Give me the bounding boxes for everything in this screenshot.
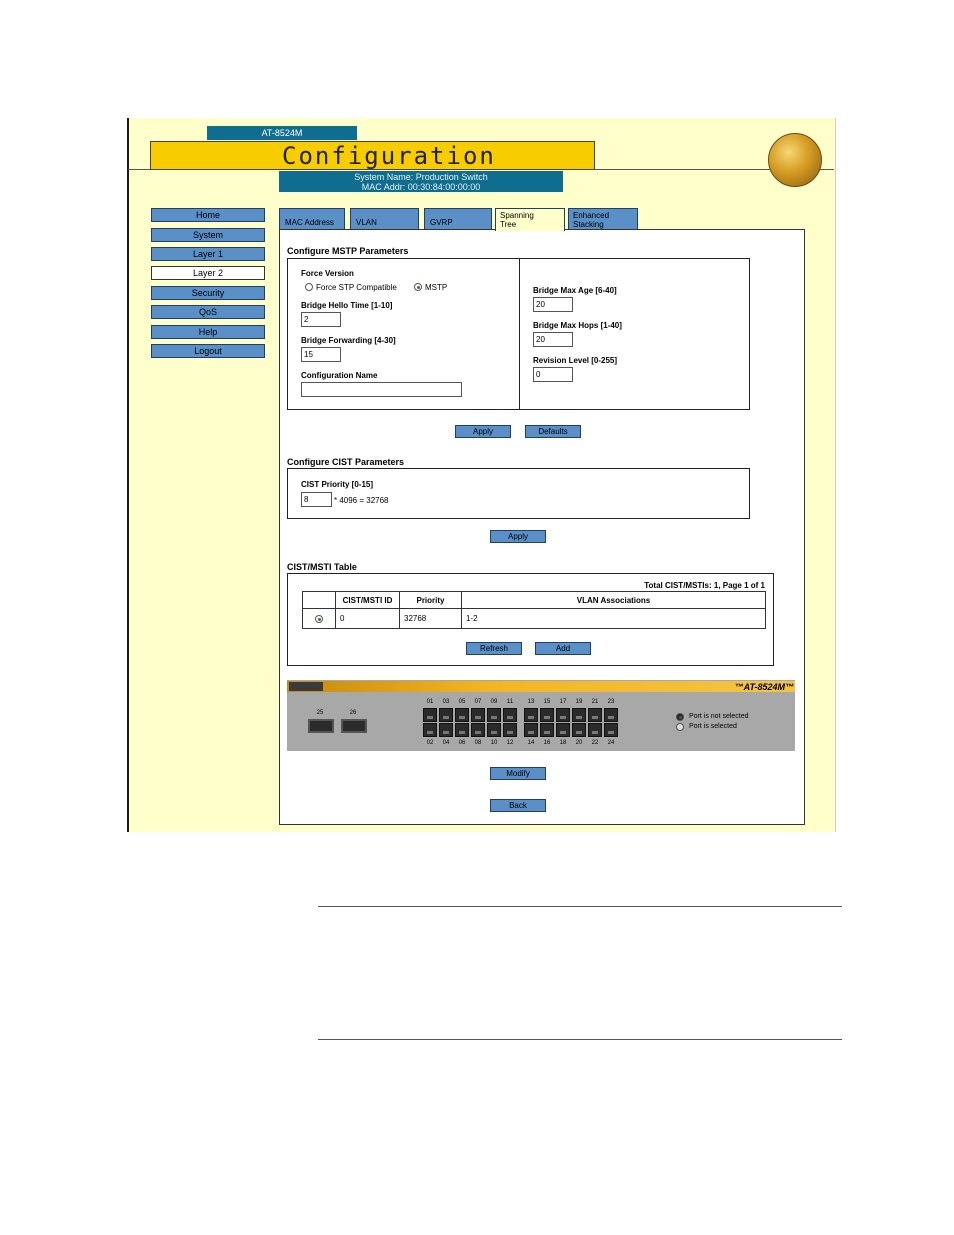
port-26[interactable] — [341, 719, 367, 733]
port-label: 17 — [559, 699, 567, 705]
forwarding-label: Bridge Forwarding [4-30] — [301, 336, 396, 345]
port-12[interactable] — [503, 723, 517, 737]
tab-label: VLAN — [356, 218, 377, 227]
port-13[interactable] — [524, 708, 538, 722]
port-23[interactable] — [604, 708, 618, 722]
port-label: 04 — [442, 740, 450, 746]
max-hops-label: Bridge Max Hops [1-40] — [533, 321, 622, 330]
port-25[interactable] — [308, 719, 334, 733]
separator-bottom — [318, 1039, 842, 1040]
page-title: Configuration — [282, 142, 496, 170]
switch-model-text: AT-8524M — [743, 682, 785, 692]
port-label: 15 — [543, 699, 551, 705]
table-row[interactable] — [303, 609, 766, 629]
port-03[interactable] — [439, 708, 453, 722]
radio-force-stp-label: Force STP Compatible — [316, 283, 397, 292]
tab-vlan[interactable] — [350, 208, 419, 230]
port-label: 06 — [458, 740, 466, 746]
hello-time-label: Bridge Hello Time [1-10] — [301, 301, 393, 310]
port-label: 21 — [591, 699, 599, 705]
nav-system[interactable]: System — [151, 228, 265, 242]
column-header: CIST/MSTI ID — [336, 592, 400, 609]
cist-priority-label: CIST Priority [0-15] — [301, 480, 374, 489]
back-button[interactable]: Back — [490, 799, 546, 812]
switch-model-prefix: ™ — [734, 682, 744, 692]
hello-time-input[interactable]: 2 — [301, 312, 341, 327]
port-04[interactable] — [439, 723, 453, 737]
port-01[interactable] — [423, 708, 437, 722]
port-label: 14 — [527, 740, 535, 746]
radio-force-stp[interactable] — [305, 283, 313, 291]
port-label: 01 — [426, 699, 434, 705]
port-15[interactable] — [540, 708, 554, 722]
port-label: 16 — [543, 740, 551, 746]
nav-home[interactable]: Home — [151, 208, 265, 222]
port-07[interactable] — [471, 708, 485, 722]
add-button[interactable]: Add — [535, 642, 591, 655]
port-label: 18 — [559, 740, 567, 746]
column-header: VLAN Associations — [462, 592, 766, 609]
port-label: 11 — [506, 699, 514, 705]
cell-id: 0 — [336, 609, 400, 629]
port-24[interactable] — [604, 723, 618, 737]
separator-top — [318, 906, 842, 907]
tab-label-line2: Stacking — [573, 220, 604, 229]
port-label: 12 — [506, 740, 514, 746]
port-label: 23 — [607, 699, 615, 705]
port-label: 24 — [607, 740, 615, 746]
max-hops-input[interactable]: 20 — [533, 332, 573, 347]
row-select-radio[interactable] — [315, 615, 323, 623]
port-label: 22 — [591, 740, 599, 746]
refresh-button[interactable]: Refresh — [466, 642, 522, 655]
nav-layer2[interactable]: Layer 2 — [151, 266, 265, 280]
mac-address: MAC Addr: 00:30:84:00:00:00 — [361, 182, 481, 192]
port-11[interactable] — [503, 708, 517, 722]
port-label: 19 — [575, 699, 583, 705]
legend-not-selected: Port is not selected — [689, 713, 749, 720]
cist-priority-input[interactable]: 8 — [301, 492, 332, 507]
port-19[interactable] — [572, 708, 586, 722]
table-section-title: CIST/MSTI Table — [287, 562, 357, 572]
port-label: 09 — [490, 699, 498, 705]
cist-msti-table — [302, 591, 766, 629]
cist-section-title: Configure CIST Parameters — [287, 457, 405, 467]
port-label: 02 — [426, 740, 434, 746]
port-17[interactable] — [556, 708, 570, 722]
max-age-label: Bridge Max Age [6-40] — [533, 286, 617, 295]
nav-layer1[interactable]: Layer 1 — [151, 247, 265, 261]
revision-input[interactable]: 0 — [533, 367, 573, 382]
nav-security[interactable]: Security — [151, 286, 265, 300]
revision-label: Revision Level [0-255] — [533, 356, 618, 365]
globe-logo-icon — [768, 133, 822, 187]
tab-mac-address[interactable] — [279, 208, 345, 230]
port-20[interactable] — [572, 723, 586, 737]
port-label: 05 — [458, 699, 466, 705]
port-label: 10 — [490, 740, 498, 746]
cell-vlans: 1-2 — [462, 609, 766, 629]
radio-mstp-label: MSTP — [425, 283, 448, 292]
port-label: 13 — [527, 699, 535, 705]
column-header: Priority — [400, 592, 462, 609]
switch-stripe — [287, 681, 795, 692]
tab-label-line1: Spanning — [500, 211, 534, 220]
system-info — [279, 171, 563, 192]
port-22[interactable] — [588, 723, 602, 737]
port-05[interactable] — [455, 708, 469, 722]
tab-enhanced-stacking[interactable] — [568, 208, 638, 230]
select-column-header — [303, 592, 336, 609]
port-08[interactable] — [471, 723, 485, 737]
port-label: 26 — [349, 710, 357, 716]
table-header-row — [303, 592, 766, 609]
mstp-section-title: Configure MSTP Parameters — [287, 246, 409, 256]
legend-not-selected-icon — [676, 713, 684, 721]
switch-model-label — [735, 682, 794, 692]
allied-telesyn-logo-icon — [289, 682, 323, 691]
tab-gvrp[interactable] — [424, 208, 492, 230]
port-09[interactable] — [487, 708, 501, 722]
nav-logout[interactable]: Logout — [151, 344, 265, 358]
force-version-label: Force Version — [301, 269, 354, 278]
modify-button[interactable]: Modify — [490, 767, 546, 780]
table-total: Total CIST/MSTIs: 1, Page 1 of 1 — [644, 581, 765, 590]
nav-help[interactable]: Help — [151, 325, 265, 339]
tab-label: MAC Address — [285, 218, 334, 227]
max-age-input[interactable]: 20 — [533, 297, 573, 312]
config-name-input[interactable] — [301, 382, 462, 397]
model-label: AT-8524M — [207, 126, 357, 140]
tab-label-line2: Tree — [500, 220, 517, 229]
system-name: System Name: Production Switch — [354, 172, 488, 182]
port-label: 25 — [316, 710, 324, 716]
port-16[interactable] — [540, 723, 554, 737]
legend-selected-icon — [676, 723, 684, 731]
radio-mstp[interactable] — [414, 283, 422, 291]
cist-box — [287, 468, 750, 519]
legend-selected: Port is selected — [689, 723, 737, 730]
port-10[interactable] — [487, 723, 501, 737]
forwarding-input[interactable]: 15 — [301, 347, 341, 362]
mstp-apply-button[interactable]: Apply — [455, 425, 511, 438]
port-label: 07 — [474, 699, 482, 705]
cist-apply-button[interactable]: Apply — [490, 530, 546, 543]
tab-label: GVRP — [430, 218, 453, 227]
row-select-cell[interactable] — [303, 609, 336, 629]
cell-priority: 32768 — [400, 609, 462, 629]
port-label: 20 — [575, 740, 583, 746]
tab-label-line1: Enhanced — [573, 211, 610, 220]
cist-priority-calc: * 4096 = 32768 — [334, 496, 389, 505]
port-label: 03 — [442, 699, 450, 705]
port-14[interactable] — [524, 723, 538, 737]
port-02[interactable] — [423, 723, 437, 737]
mstp-divider — [519, 258, 520, 410]
port-18[interactable] — [556, 723, 570, 737]
nav-qos[interactable]: QoS — [151, 305, 265, 319]
port-21[interactable] — [588, 708, 602, 722]
mstp-defaults-button[interactable]: Defaults — [525, 425, 581, 438]
port-06[interactable] — [455, 723, 469, 737]
switch-model-suffix: ™ — [785, 682, 794, 692]
port-label: 08 — [474, 740, 482, 746]
config-name-label: Configuration Name — [301, 371, 378, 380]
tab-spanning-tree[interactable] — [495, 208, 565, 231]
